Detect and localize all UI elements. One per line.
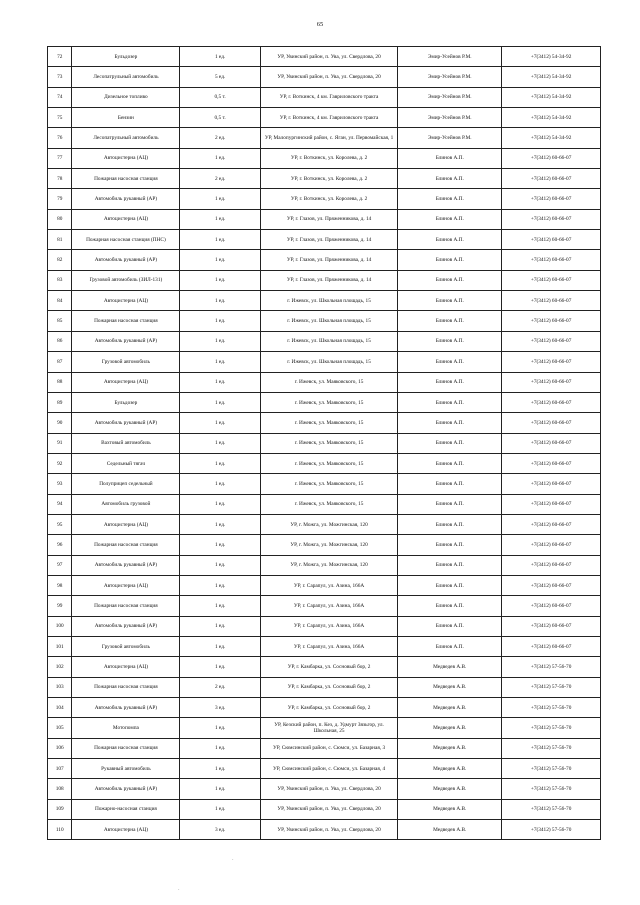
responsible-person: Медведев А.В. — [398, 657, 502, 677]
responsible-person: Блинов А.П. — [398, 250, 502, 270]
equipment-name: Лесопатрульный автомобиль — [72, 67, 180, 87]
equipment-name: Автоцистерна (АЦ) — [72, 514, 180, 534]
location-address: г. Ижевск, ул. Школьная площадь, 15 — [260, 331, 397, 351]
contact-phone: +7(3412) 60-66-07 — [502, 291, 601, 311]
row-number: 101 — [48, 636, 72, 656]
equipment-name: Автоцистерна (АЦ) — [72, 148, 180, 168]
responsible-person: Блинов А.П. — [398, 372, 502, 392]
equipment-quantity: 1 ед. — [180, 209, 260, 229]
location-address: УР, г. Сарапул, ул. Азина, 166А — [260, 616, 397, 636]
responsible-person: Медведев А.В. — [398, 759, 502, 779]
responsible-person: Блинов А.П. — [398, 392, 502, 412]
responsible-person: Медведев А.В. — [398, 820, 502, 840]
location-address: УР, Увинский район, п. Ува, ул. Свердлова, 20 — [260, 799, 397, 819]
row-number: 77 — [48, 148, 72, 168]
equipment-quantity: 1 ед. — [180, 413, 260, 433]
equipment-quantity: 2 ед. — [180, 169, 260, 189]
contact-phone: +7(3412) 60-66-07 — [502, 575, 601, 595]
responsible-person: Эмир-Усейнов Р.М. — [398, 108, 502, 128]
equipment-quantity: 1 ед. — [180, 392, 260, 412]
location-address: УР, г. Глазов, ул. Пряженникова, д. 14 — [260, 270, 397, 290]
row-number: 107 — [48, 759, 72, 779]
equipment-quantity: 1 ед. — [180, 555, 260, 575]
equipment-name: Пожарная насосная станция — [72, 738, 180, 758]
responsible-person: Блинов А.П. — [398, 148, 502, 168]
contact-phone: +7(3412) 60-66-07 — [502, 250, 601, 270]
contact-phone: +7(3412) 60-66-07 — [502, 596, 601, 616]
responsible-person: Блинов А.П. — [398, 209, 502, 229]
responsible-person: Медведев А.В. — [398, 698, 502, 718]
equipment-quantity: 3 ед. — [180, 698, 260, 718]
row-number: 88 — [48, 372, 72, 392]
equipment-name: Автоцистерна (АЦ) — [72, 291, 180, 311]
table-row — [48, 718, 601, 738]
table-row — [48, 535, 601, 555]
location-address: УР, г. Глазов, ул. Пряженникова, д. 14 — [260, 230, 397, 250]
table-body — [48, 47, 601, 840]
responsible-person: Блинов А.П. — [398, 596, 502, 616]
location-address: УР, Увинский район, п. Ува, ул. Свердлова, 20 — [260, 67, 397, 87]
contact-phone: +7(3412) 60-66-07 — [502, 148, 601, 168]
row-number: 98 — [48, 575, 72, 595]
table-row — [48, 169, 601, 189]
contact-phone: +7(3412) 57-56-70 — [502, 759, 601, 779]
row-number: 76 — [48, 128, 72, 148]
equipment-quantity: 1 ед. — [180, 433, 260, 453]
equipment-name: Лесопатрульный автомобиль — [72, 128, 180, 148]
contact-phone: +7(3412) 57-56-70 — [502, 738, 601, 758]
responsible-person: Блинов А.П. — [398, 331, 502, 351]
location-address: УР, Сюмсинский район, с. Сюмси, ул. Базарная, 4 — [260, 759, 397, 779]
table-row — [48, 820, 601, 840]
table-row — [48, 555, 601, 575]
location-address: УР, г. Сарапул, ул. Азина, 166А — [260, 596, 397, 616]
contact-phone: +7(3412) 60-66-07 — [502, 169, 601, 189]
equipment-quantity: 3 ед. — [180, 820, 260, 840]
responsible-person: Блинов А.П. — [398, 494, 502, 514]
equipment-name: Автоцистерна (АЦ) — [72, 575, 180, 595]
table-row — [48, 67, 601, 87]
contact-phone: +7(3412) 60-66-07 — [502, 209, 601, 229]
equipment-quantity: 1 ед. — [180, 230, 260, 250]
contact-phone: +7(3412) 60-66-07 — [502, 230, 601, 250]
equipment-quantity: 1 ед. — [180, 291, 260, 311]
contact-phone: +7(3412) 54-34-92 — [502, 128, 601, 148]
row-number: 79 — [48, 189, 72, 209]
responsible-person: Блинов А.П. — [398, 453, 502, 473]
responsible-person: Блинов А.П. — [398, 535, 502, 555]
location-address: г. Ижевск, ул. Школьная площадь, 15 — [260, 291, 397, 311]
contact-phone: +7(3412) 54-34-92 — [502, 67, 601, 87]
page-number: 65 — [316, 21, 324, 28]
equipment-quantity: 1 ед. — [180, 474, 260, 494]
contact-phone: +7(3412) 60-66-07 — [502, 392, 601, 412]
row-number: 94 — [48, 494, 72, 514]
equipment-name: Пожарная насосная станция — [72, 596, 180, 616]
equipment-name: Бензин — [72, 108, 180, 128]
location-address: УР, Увинский район, п. Ува, ул. Свердлова, 20 — [260, 779, 397, 799]
equipment-quantity: 1 ед. — [180, 575, 260, 595]
equipment-quantity: 1 ед. — [180, 657, 260, 677]
equipment-quantity: 1 ед. — [180, 372, 260, 392]
equipment-name: Пожарно-насосная станция — [72, 799, 180, 819]
table-row — [48, 433, 601, 453]
row-number: 87 — [48, 352, 72, 372]
table-row — [48, 209, 601, 229]
contact-phone: +7(3412) 54-34-92 — [502, 87, 601, 107]
location-address: г. Ижевск, ул. Маяковского, 15 — [260, 453, 397, 473]
location-address: УР, г. Камбарка, ул. Сосновый бор, 2 — [260, 698, 397, 718]
row-number: 74 — [48, 87, 72, 107]
contact-phone: +7(3412) 57-56-70 — [502, 718, 601, 738]
location-address: УР, г. Сарапул, ул. Азина, 166А — [260, 575, 397, 595]
equipment-name: Автомобиль рукавный (АР) — [72, 616, 180, 636]
table-row — [48, 575, 601, 595]
row-number: 72 — [48, 47, 72, 67]
table-row — [48, 616, 601, 636]
equipment-quantity: 1 ед. — [180, 779, 260, 799]
table-row — [48, 270, 601, 290]
row-number: 85 — [48, 311, 72, 331]
responsible-person: Эмир-Усейнов Р.М. — [398, 87, 502, 107]
contact-phone: +7(3412) 60-66-07 — [502, 433, 601, 453]
equipment-name: Пожарная насосная станция — [72, 311, 180, 331]
table-row — [48, 596, 601, 616]
contact-phone: +7(3412) 60-66-07 — [502, 311, 601, 331]
responsible-person: Блинов А.П. — [398, 270, 502, 290]
contact-phone: +7(3412) 57-56-70 — [502, 779, 601, 799]
equipment-name: Автомобиль рукавный (АР) — [72, 331, 180, 351]
equipment-quantity: 1 ед. — [180, 759, 260, 779]
contact-phone: +7(3412) 60-66-07 — [502, 270, 601, 290]
row-number: 109 — [48, 799, 72, 819]
table-row — [48, 230, 601, 250]
equipment-name: Автомобиль рукавный (АР) — [72, 779, 180, 799]
location-address: УР, г. Камбарка, ул. Сосновый бор, 2 — [260, 677, 397, 697]
location-address: УР, г. Можга, ул. Можгинская, 120 — [260, 555, 397, 575]
row-number: 81 — [48, 230, 72, 250]
contact-phone: +7(3412) 57-56-70 — [502, 698, 601, 718]
responsible-person: Блинов А.П. — [398, 413, 502, 433]
equipment-name: Бульдозер — [72, 47, 180, 67]
equipment-name: Автомобиль рукавный (АР) — [72, 250, 180, 270]
table-row — [48, 250, 601, 270]
equipment-name: Пожарная насосная станция — [72, 169, 180, 189]
equipment-name: Автомобиль рукавный (АР) — [72, 698, 180, 718]
table-row — [48, 311, 601, 331]
equipment-name: Автомобиль грузовой — [72, 494, 180, 514]
table-row — [48, 128, 601, 148]
responsible-person: Блинов А.П. — [398, 352, 502, 372]
location-address: УР, г. Воткинск, ул. Королева, д. 2 — [260, 148, 397, 168]
location-address: УР, Увинский район, п. Ува, ул. Свердлова, 20 — [260, 47, 397, 67]
row-number: 93 — [48, 474, 72, 494]
equipment-name: Автоцистерна (АЦ) — [72, 372, 180, 392]
responsible-person: Эмир-Усейнов Р.М. — [398, 67, 502, 87]
table-row — [48, 331, 601, 351]
equipment-quantity: 0,5 т. — [180, 87, 260, 107]
responsible-person: Медведев А.В. — [398, 718, 502, 738]
contact-phone: +7(3412) 60-66-07 — [502, 453, 601, 473]
contact-phone: +7(3412) 60-66-07 — [502, 616, 601, 636]
responsible-person: Блинов А.П. — [398, 291, 502, 311]
equipment-name: Мотопомпа — [72, 718, 180, 738]
responsible-person: Блинов А.П. — [398, 616, 502, 636]
location-address: г. Ижевск, ул. Маяковского, 15 — [260, 372, 397, 392]
row-number: 106 — [48, 738, 72, 758]
location-address: г. Ижевск, ул. Маяковского, 15 — [260, 494, 397, 514]
responsible-person: Блинов А.П. — [398, 433, 502, 453]
row-number: 102 — [48, 657, 72, 677]
equipment-quantity: 1 ед. — [180, 352, 260, 372]
table-row — [48, 108, 601, 128]
row-number: 75 — [48, 108, 72, 128]
contact-phone: +7(3412) 60-66-07 — [502, 514, 601, 534]
contact-phone: +7(3412) 60-66-07 — [502, 494, 601, 514]
scan-speck: · — [178, 888, 180, 893]
responsible-person: Блинов А.П. — [398, 169, 502, 189]
row-number: 95 — [48, 514, 72, 534]
location-address: УР, г. Глазов, ул. Пряженникова, д. 14 — [260, 209, 397, 229]
equipment-quantity: 1 ед. — [180, 616, 260, 636]
equipment-name: Полуприцеп седельный — [72, 474, 180, 494]
responsible-person: Эмир-Усейнов Р.М. — [398, 128, 502, 148]
equipment-quantity: 1 ед. — [180, 148, 260, 168]
equipment-name: Пожарная насосная станция — [72, 535, 180, 555]
row-number: 73 — [48, 67, 72, 87]
row-number: 78 — [48, 169, 72, 189]
location-address: г. Ижевск, ул. Школьная площадь, 15 — [260, 352, 397, 372]
table-row — [48, 738, 601, 758]
contact-phone: +7(3412) 60-66-07 — [502, 352, 601, 372]
equipment-name: Дизельное топливо — [72, 87, 180, 107]
table-row — [48, 474, 601, 494]
equipment-name: Автоцистерна (АЦ) — [72, 820, 180, 840]
responsible-person: Медведев А.В. — [398, 779, 502, 799]
equipment-quantity: 1 ед. — [180, 250, 260, 270]
responsible-person: Блинов А.П. — [398, 555, 502, 575]
equipment-table — [47, 46, 601, 840]
location-address: г. Ижевск, ул. Маяковского, 15 — [260, 413, 397, 433]
responsible-person: Медведев А.В. — [398, 799, 502, 819]
responsible-person: Блинов А.П. — [398, 189, 502, 209]
contact-phone: +7(3412) 60-66-07 — [502, 189, 601, 209]
row-number: 104 — [48, 698, 72, 718]
location-address: УР, г. Камбарка, ул. Сосновый бор, 2 — [260, 657, 397, 677]
equipment-name: Грузовой автомобиль — [72, 352, 180, 372]
location-address: г. Ижевск, ул. Маяковского, 15 — [260, 392, 397, 412]
row-number: 91 — [48, 433, 72, 453]
contact-phone: +7(3412) 60-66-07 — [502, 555, 601, 575]
contact-phone: +7(3412) 57-56-70 — [502, 677, 601, 697]
table-row — [48, 413, 601, 433]
equipment-quantity: 2 ед. — [180, 128, 260, 148]
equipment-quantity: 1 ед. — [180, 189, 260, 209]
table-row — [48, 779, 601, 799]
table-row — [48, 148, 601, 168]
equipment-name: Автомобиль рукавный (АР) — [72, 413, 180, 433]
equipment-quantity: 1 ед. — [180, 453, 260, 473]
row-number: 90 — [48, 413, 72, 433]
equipment-quantity: 1 ед. — [180, 718, 260, 738]
equipment-quantity: 1 ед. — [180, 636, 260, 656]
equipment-name: Вахтовый автомобиль — [72, 433, 180, 453]
row-number: 83 — [48, 270, 72, 290]
contact-phone: +7(3412) 60-66-07 — [502, 535, 601, 555]
row-number: 96 — [48, 535, 72, 555]
equipment-quantity: 1 ед. — [180, 47, 260, 67]
row-number: 108 — [48, 779, 72, 799]
table-row — [48, 514, 601, 534]
equipment-quantity: 1 ед. — [180, 596, 260, 616]
row-number: 105 — [48, 718, 72, 738]
responsible-person: Медведев А.В. — [398, 738, 502, 758]
row-number: 103 — [48, 677, 72, 697]
row-number: 82 — [48, 250, 72, 270]
row-number: 92 — [48, 453, 72, 473]
equipment-quantity: 0,5 т. — [180, 108, 260, 128]
equipment-name: Пожарная насосная станция — [72, 677, 180, 697]
contact-phone: +7(3412) 54-34-92 — [502, 47, 601, 67]
table-row — [48, 799, 601, 819]
equipment-name: Бульдозер — [72, 392, 180, 412]
equipment-quantity: 1 ед. — [180, 535, 260, 555]
location-address: г. Ижевск, ул. Маяковского, 15 — [260, 433, 397, 453]
contact-phone: +7(3412) 60-66-07 — [502, 331, 601, 351]
equipment-quantity: 1 ед. — [180, 494, 260, 514]
location-address: УР, г. Воткинск, 4 км. Гавриловского тракта — [260, 87, 397, 107]
location-address: УР, г. Можга, ул. Можгинская, 120 — [260, 535, 397, 555]
row-number: 89 — [48, 392, 72, 412]
table-row — [48, 291, 601, 311]
table-row — [48, 453, 601, 473]
equipment-quantity: 1 ед. — [180, 270, 260, 290]
equipment-name: Автомобиль рукавный (АР) — [72, 189, 180, 209]
responsible-person: Эмир-Усейнов Р.М. — [398, 47, 502, 67]
contact-phone: +7(3412) 57-56-70 — [502, 820, 601, 840]
contact-phone: +7(3412) 54-34-92 — [502, 108, 601, 128]
contact-phone: +7(3412) 60-66-07 — [502, 372, 601, 392]
equipment-quantity: 1 ед. — [180, 738, 260, 758]
table-row — [48, 759, 601, 779]
table-row — [48, 657, 601, 677]
equipment-quantity: 5 ед. — [180, 67, 260, 87]
equipment-name: Пожарная насосная станция (ПНС) — [72, 230, 180, 250]
responsible-person: Блинов А.П. — [398, 474, 502, 494]
table-row — [48, 372, 601, 392]
contact-phone: +7(3412) 57-56-70 — [502, 657, 601, 677]
location-address: УР, г. Глазов, ул. Пряженникова, д. 14 — [260, 250, 397, 270]
row-number: 86 — [48, 331, 72, 351]
table-row — [48, 352, 601, 372]
responsible-person: Блинов А.П. — [398, 311, 502, 331]
table-row — [48, 636, 601, 656]
location-address: УР, Сюмсинский район, с. Сюмси, ул. Базарная, 3 — [260, 738, 397, 758]
location-address: УР, г. Сарапул, ул. Азина, 166А — [260, 636, 397, 656]
location-address: УР, г. Можга, ул. Можгинская, 120 — [260, 514, 397, 534]
table-row — [48, 87, 601, 107]
equipment-quantity: 1 ед. — [180, 331, 260, 351]
equipment-quantity: 1 ед. — [180, 311, 260, 331]
scan-speck: · — [232, 858, 234, 863]
responsible-person: Блинов А.П. — [398, 575, 502, 595]
equipment-quantity: 1 ед. — [180, 514, 260, 534]
responsible-person: Блинов А.П. — [398, 636, 502, 656]
equipment-name: Автоцистерна (АЦ) — [72, 657, 180, 677]
table-row — [48, 494, 601, 514]
equipment-name: Грузовой автомобиль (ЗИЛ-131) — [72, 270, 180, 290]
location-address: УР, г. Воткинск, ул. Королева, д. 2 — [260, 189, 397, 209]
location-address: г. Ижевск, ул. Школьная площадь, 15 — [260, 311, 397, 331]
location-address: УР, Кезский район, п. Кез, д. Удмурт Зязьгор, ул. Школьная, 25 — [260, 718, 397, 738]
row-number: 97 — [48, 555, 72, 575]
location-address: УР, Малопургинский район, с. Яган, ул. Первомайская, 1 — [260, 128, 397, 148]
table-row — [48, 47, 601, 67]
contact-phone: +7(3412) 60-66-07 — [502, 413, 601, 433]
row-number: 100 — [48, 616, 72, 636]
equipment-quantity: 1 ед. — [180, 799, 260, 819]
table-row — [48, 189, 601, 209]
row-number: 99 — [48, 596, 72, 616]
location-address: г. Ижевск, ул. Маяковского, 15 — [260, 474, 397, 494]
row-number: 110 — [48, 820, 72, 840]
contact-phone: +7(3412) 60-66-07 — [502, 636, 601, 656]
contact-phone: +7(3412) 57-56-70 — [502, 799, 601, 819]
location-address: УР, Увинский район, п. Ува, ул. Свердлова, 20 — [260, 820, 397, 840]
equipment-name: Седельный тягач — [72, 453, 180, 473]
table-row — [48, 392, 601, 412]
equipment-name: Автоцистерна (АЦ) — [72, 209, 180, 229]
equipment-name: Грузовой автомобиль — [72, 636, 180, 656]
table-row — [48, 698, 601, 718]
location-address: УР, г. Воткинск, ул. Королева, д. 2 — [260, 169, 397, 189]
equipment-name: Автомобиль рукавный (АР) — [72, 555, 180, 575]
contact-phone: +7(3412) 60-66-07 — [502, 474, 601, 494]
responsible-person: Блинов А.П. — [398, 514, 502, 534]
equipment-name: Рукавный автомобиль — [72, 759, 180, 779]
table-row — [48, 677, 601, 697]
location-address: УР, г. Воткинск, 4 км. Гавриловского тракта — [260, 108, 397, 128]
row-number: 84 — [48, 291, 72, 311]
equipment-quantity: 2 ед. — [180, 677, 260, 697]
responsible-person: Блинов А.П. — [398, 230, 502, 250]
responsible-person: Медведев А.В. — [398, 677, 502, 697]
row-number: 80 — [48, 209, 72, 229]
